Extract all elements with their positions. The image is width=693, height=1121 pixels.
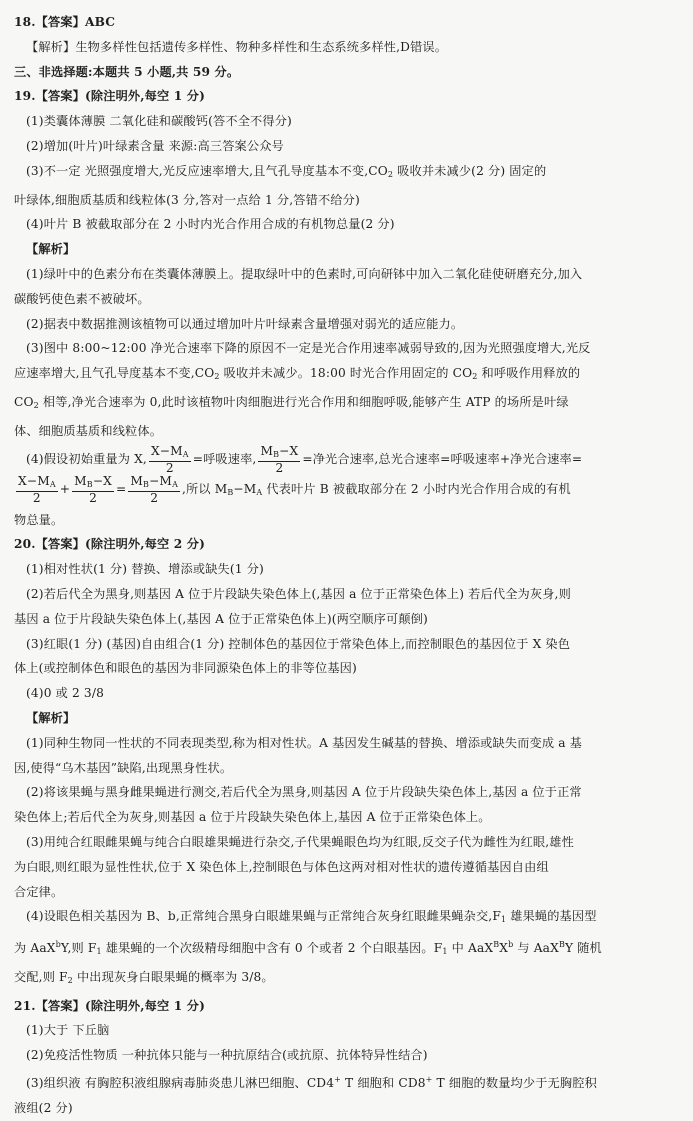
q20-explain-2-cont: 染色体上;若后代全为灰身,则基因 a 位于片段缺失染色体上,基因 A 位于正常染色体上。	[14, 810, 491, 825]
q21-answer-label: 21.【答案】(除注明外,每空 1 分)	[14, 998, 206, 1013]
q19-answer-label: 19.【答案】(除注明外,每空 1 分)	[14, 89, 206, 104]
fraction-b: $\frac{M_B-X}{2}$	[74, 473, 113, 505]
q18-answer	[14, 10, 663, 35]
q20-explain-4-cont2: 交配,则 $F_2$ 中出现灰身白眼果蝇的概率为 3/8。	[14, 969, 274, 985]
q19-explain-3-cont: 应速率增大,且气孔导度基本不变$,CO_2$ 吸收并未减少。18:00 时光合作用固定的 $CO_2$ 和呼吸作用释放的	[14, 366, 581, 382]
q21-answer-1: (1)大于 下丘脑	[26, 1023, 110, 1038]
fraction-net-photosynthesis: $\frac{M_B-X}{2}$	[260, 443, 299, 475]
q19-answer-2: (2)增加(叶片)叶绿素含量 来源:高三答案公众号	[26, 138, 284, 153]
q19-explain-4: (4)假设初始重量为 X, $\frac{X-M_A}{2}$ =呼吸速率, $\frac{M_B-X}{2}$ =净光合速率,总光合速率=呼吸速率+净光合速率=	[26, 443, 583, 475]
q19-explain-4-cont: $\frac{X-M_A}{2}$ + $\frac{M_B-X}{2}$ = $\frac{M_B-M_A}{2}$ ,所以 $M_B-M_A$ 代表叶片 B 被截取部分在 2 小时内光合作用合成的有机	[18, 473, 571, 505]
q20-answer-label: 20.【答案】(除注明外,每空 2 分)	[14, 537, 206, 552]
q20-analysis-label: 【解析】	[26, 710, 76, 725]
q19-explain-3: (3)图中 8:00~12:00 净光合速率下降的原因不一定是光合作用速率减弱导致的,因为光照强度增大,光反	[26, 341, 591, 356]
q20-answer-4: (4)0 或 2 3/8	[26, 686, 104, 701]
q18-analysis: 【解析】生物多样性包括遗传多样性、物种多样性和生态系统多样性,D错误。	[26, 39, 448, 54]
q20-explain-1-cont: 因,使得“乌木基因”缺陷,出现黑身性状。	[14, 760, 233, 775]
q19-explain-3-cont2: $CO_2$ 相等,净光合速率为 0,此时该植物叶肉细胞进行光合作用和细胞呼吸,能够产生 ATP 的场所是叶绿	[14, 394, 569, 410]
section-heading: 三、非选择题:本题共 5 小题,共 59 分。	[14, 64, 240, 79]
q19-answer-1: (1)类囊体薄膜 二氧化硅和碳酸钙(答不全不得分)	[26, 114, 292, 129]
q20-explain-4-cont: 为 AaX$^b$Y,则 $F_1$ 雄果蝇的一个次级精母细胞中含有 0 个或者 2 个白眼基因。$F_1$ 中 $AaX^BX^b$ 与 AaX$^B$Y 随机	[14, 940, 602, 957]
q19-answer-3-cont: 叶绿体,细胞质基质和线粒体(3 分,答对一点给 1 分,答错不给分)	[14, 192, 360, 207]
q20-answer-1: (1)相对性状(1 分) 替换、增添或缺失(1 分)	[26, 562, 264, 577]
q20-answer-2-cont: 基因 a 位于片段缺失染色体上(,基因 A 位于正常染色体上)(两空顺序可颠倒)	[14, 611, 428, 626]
q20-explain-3-cont2: 合定律。	[14, 884, 64, 899]
q20-answer-2: (2)若后代全为黑身,则基因 A 位于片段缺失染色体上(,基因 a 位于正常染色体上) 若后代全为灰身,则	[26, 586, 571, 601]
q19-explain-4-cont2: 物总量。	[14, 512, 64, 527]
q19-answer-3: (3)不一定 光照强度增大,光反应速率增大,且气孔导度基本不变$,CO_2$ 吸收并未减少(2 分) 固定的	[26, 163, 547, 179]
fraction-a: $\frac{X-M_A}{2}$	[18, 473, 56, 505]
fraction-c: $\frac{M_B-M_A}{2}$	[130, 473, 178, 505]
q19-analysis-label: 【解析】	[26, 242, 76, 257]
q19-explain-2: (2)据表中数据推测该植物可以通过增加叶片叶绿素含量增强对弱光的适应能力。	[26, 316, 464, 331]
q21-answer-3: (3)组织液 有胸腔积液组腺病毒肺炎患儿淋巴细胞、CD4+ T 细胞和 CD8+ T 细胞的数量均少于无胸腔积	[26, 1075, 597, 1091]
fraction-respiration: $\frac{X-M_A}{2}$	[150, 443, 189, 475]
q19-explain-1-cont: 碳酸钙使色素不被破坏。	[14, 291, 150, 306]
q20-explain-3: (3)用纯合红眼雌果蝇与纯合白眼雄果蝇进行杂交,子代果蝇眼色均为红眼,反交子代为雌性为红眼,雄性	[26, 834, 574, 849]
q20-explain-3-cont: 为白眼,则红眼为显性性状,位于 X 染色体上,控制眼色与体色这两对相对性状的遗传遵循基因自由组	[14, 859, 549, 874]
q21-answer-2: (2)免疫活性物质 一种抗体只能与一种抗原结合(或抗原、抗体特异性结合)	[26, 1048, 428, 1063]
q20-explain-4: (4)设眼色相关基因为 B、b,正常纯合黑身白眼雄果蝇与正常纯合灰身红眼雌果蝇杂交$,F_1$ 雄果蝇的基因型	[26, 909, 597, 925]
q19-explain-3-cont3: 体、细胞质基质和线粒体。	[14, 423, 163, 438]
q19-answer-4: (4)叶片 B 被截取部分在 2 小时内光合作用合成的有机物总量(2 分)	[26, 217, 395, 232]
q19-explain-1: (1)绿叶中的色素分布在类囊体薄膜上。提取绿叶中的色素时,可向研钵中加入二氧化硅使研磨充分,加入	[26, 266, 583, 281]
q20-explain-2: (2)将该果蝇与黑身雌果蝇进行测交,若后代全为黑身,则基因 A 位于片段缺失染色体上,基因 a 位于正常	[26, 785, 582, 800]
q20-answer-3: (3)红眼(1 分) (基因)自由组合(1 分) 控制体色的基因位于常染色体上,而控制眼色的基因位于 X 染色	[26, 636, 571, 651]
q18-answer-label: 18.【答案】ABC	[14, 15, 116, 29]
q21-answer-3-cont: 液组(2 分)	[14, 1100, 73, 1115]
q20-answer-3-cont: 体上(或控制体色和眼色的基因为非同源染色体上的非等位基因)	[14, 661, 357, 676]
q20-explain-1: (1)同种生物同一性状的不同表现类型,称为相对性状。A 基因发生碱基的替换、增添或缺失而变成 a 基	[26, 735, 583, 750]
